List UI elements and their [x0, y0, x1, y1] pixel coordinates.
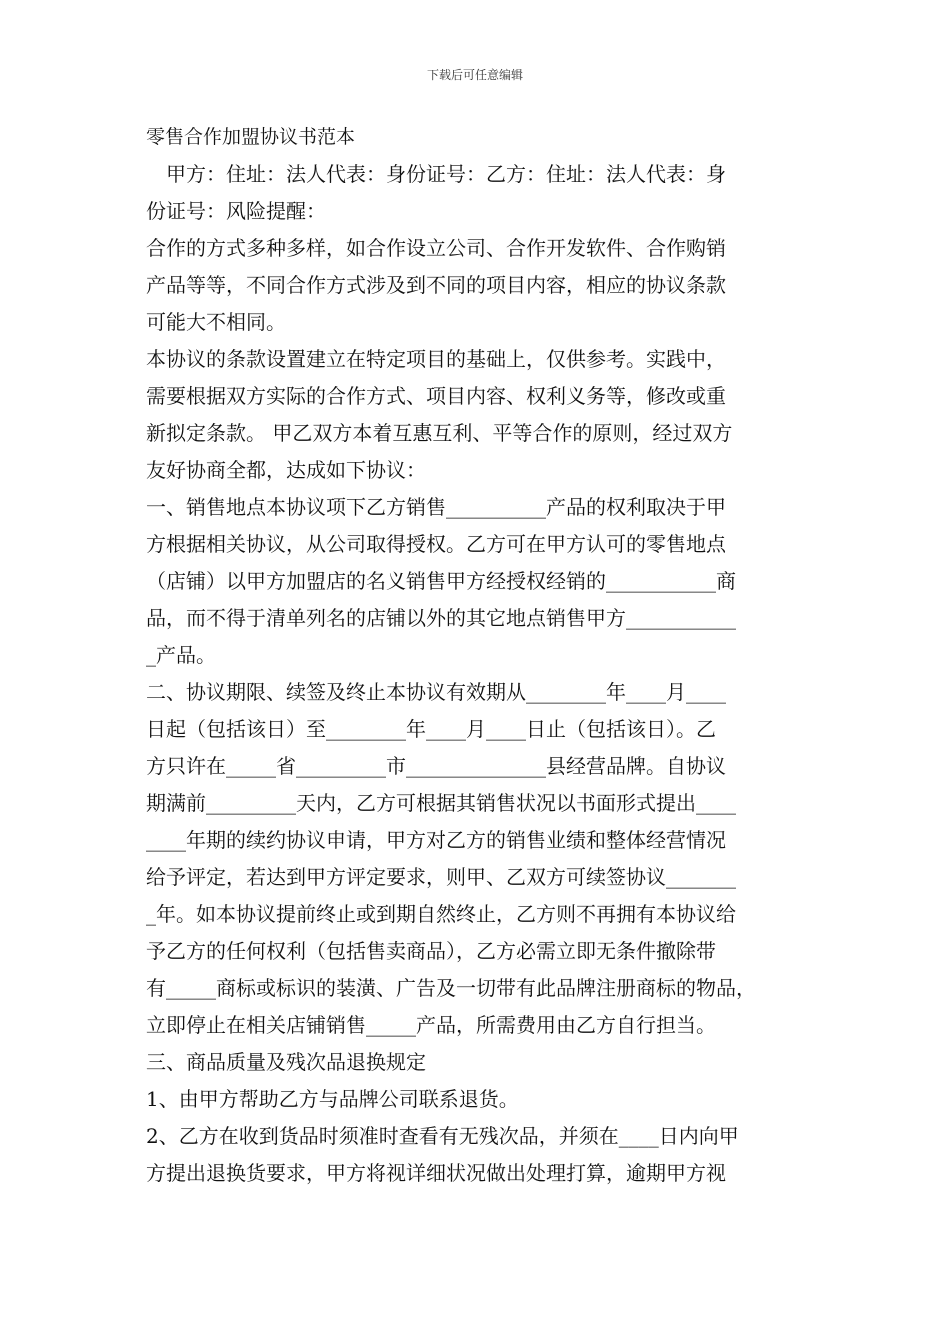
document-line: 1、由甲方帮助乙方与品牌公司联系退货。 — [146, 1087, 519, 1111]
document-line: 友好协商全都，达成如下协议： — [146, 458, 426, 482]
document-line: 一、销售地点本协议项下乙方销售__________产品的权利取决于甲 — [146, 495, 726, 519]
document-line: 三、商品质量及残次品退换规定 — [146, 1050, 426, 1074]
document-line: ____年期的续约协议申请，甲方对乙方的销售业绩和整体经营情况 — [146, 828, 726, 852]
document-line: 立即停止在相关店铺销售_____产品，所需费用由乙方自行担当。 — [146, 1013, 716, 1037]
document-line: 予乙方的任何权利（包括售卖商品），乙方必需立即无条件撤除带 — [146, 939, 716, 963]
document-line: 需要根据双方实际的合作方式、项目内容、权利义务等，修改或重 — [146, 384, 726, 408]
document-line: 方提出退换货要求，甲方将视详细状况做出处理打算，逾期甲方视 — [146, 1161, 726, 1185]
document-line: 给予评定，若达到甲方评定要求，则甲、乙双方可续签协议_______ — [146, 865, 736, 889]
document-line: 方根据相关协议，从公司取得授权。乙方可在甲方认可的零售地点 — [146, 532, 726, 556]
page-header-note: 下载后可任意编辑 — [426, 68, 523, 82]
document-line: 二、协议期限、续签及终止本协议有效期从________年____月____ — [146, 680, 726, 704]
document-line: 2、乙方在收到货品时须准时查看有无残次品，并须在____日内向甲 — [146, 1124, 739, 1148]
document-line: 方只许在_____省_________市______________县经营品牌。自协议 — [146, 754, 726, 778]
document-line: _年。如本协议提前终止或到期自然终止，乙方则不再拥有本协议给 — [146, 902, 736, 926]
document-line: 份证号：风险提醒： — [146, 199, 326, 223]
document-line: 产品等等，不同合作方式涉及到不同的项目内容，相应的协议条款 — [146, 273, 726, 297]
document-line: （店铺）以甲方加盟店的名义销售甲方经授权经销的___________商 — [146, 569, 736, 593]
document-title: 零售合作加盟协议书范本 — [146, 126, 356, 148]
document-body — [146, 119, 816, 1192]
document-line: 期满前_________天内，乙方可根据其销售状况以书面形式提出____ — [146, 791, 736, 815]
document-line: 新拟定条款。 甲乙双方本着互惠互利、平等合作的原则，经过双方 — [146, 421, 733, 445]
document-line: 甲方：住址：法人代表：身份证号：乙方：住址：法人代表：身 — [146, 162, 726, 186]
document-line: 合作的方式多种多样，如合作设立公司、合作开发软件、合作购销 — [146, 236, 726, 260]
document-line: 可能大不相同。 — [146, 310, 286, 334]
document-line: 品，而不得于清单列名的店铺以外的其它地点销售甲方___________ — [146, 606, 736, 630]
document-line: 本协议的条款设置建立在特定项目的基础上，仅供参考。实践中， — [146, 347, 726, 371]
document-line: 有_____商标或标识的装潢、广告及一切带有此品牌注册商标的物品， — [146, 976, 756, 1000]
document-line: 日起（包括该日）至________年____月____日止（包括该日）。乙 — [146, 717, 716, 741]
document-line: _产品。 — [146, 643, 216, 667]
